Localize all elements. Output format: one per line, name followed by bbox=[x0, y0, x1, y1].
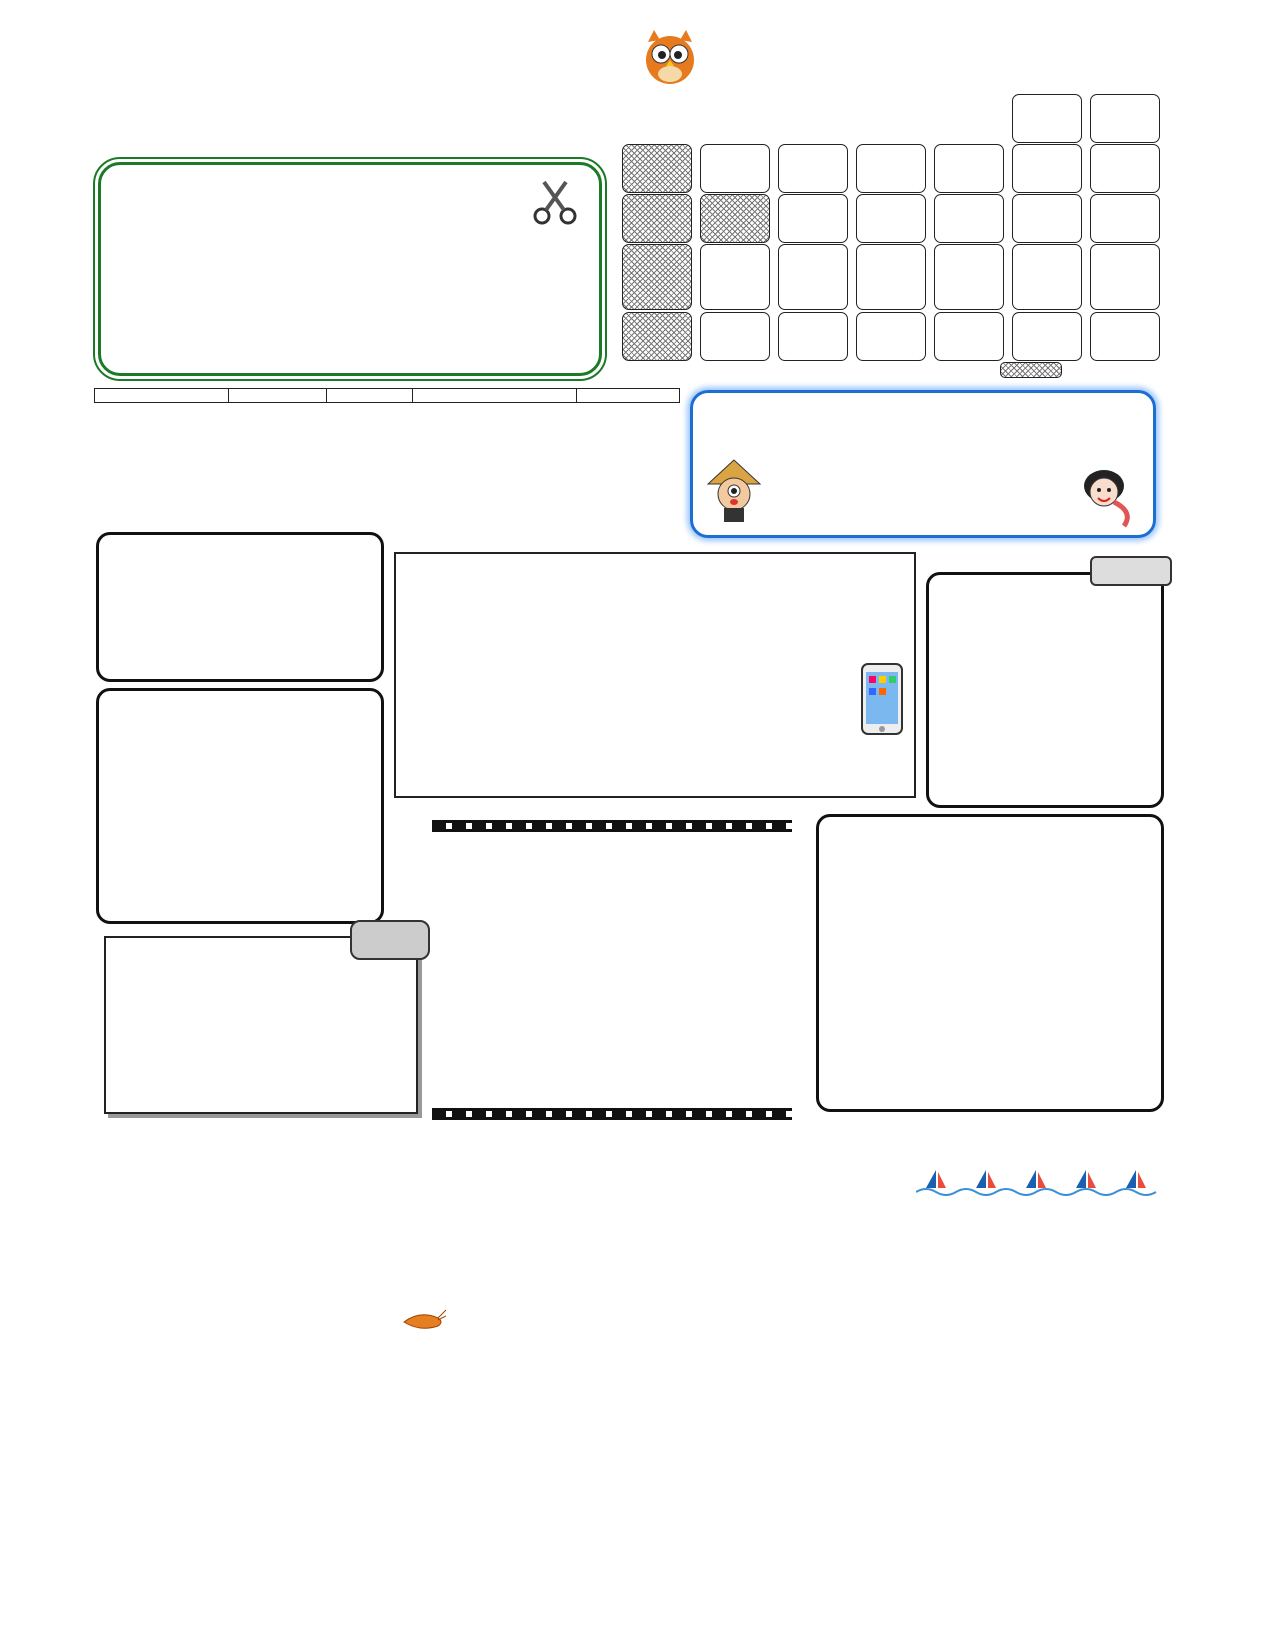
kids-movie-box bbox=[816, 814, 1164, 1112]
col-header bbox=[413, 389, 577, 403]
calendar-day bbox=[700, 194, 770, 243]
calendar-day bbox=[622, 312, 692, 361]
calendar-day bbox=[934, 144, 1004, 193]
natsuyasumi-ohanashi-box bbox=[98, 162, 602, 376]
calendar-day bbox=[1012, 194, 1082, 243]
calendar-day bbox=[1012, 312, 1082, 361]
film-strip-top bbox=[432, 820, 792, 832]
smartphone-icon bbox=[860, 662, 904, 736]
calendar-day bbox=[856, 144, 926, 193]
scissors-icon bbox=[530, 178, 580, 228]
calendar-day bbox=[856, 312, 926, 361]
col-header bbox=[95, 389, 229, 403]
calendar-day bbox=[1090, 244, 1160, 310]
calendar-day bbox=[934, 312, 1004, 361]
stamp-rally-box bbox=[104, 936, 418, 1114]
calendar-day bbox=[856, 194, 926, 243]
closed-day-legend-swatch bbox=[1000, 362, 1062, 378]
calendar-day bbox=[700, 244, 770, 310]
stamp-rally-badge bbox=[350, 920, 430, 960]
calendar-day bbox=[622, 244, 692, 310]
col-header bbox=[229, 389, 327, 403]
calendar-day bbox=[1012, 144, 1082, 193]
qr-code-x-icon[interactable] bbox=[1000, 1580, 1042, 1622]
calendar-day bbox=[1012, 244, 1082, 310]
denshi-box bbox=[394, 552, 916, 798]
calendar-day bbox=[778, 312, 848, 361]
calendar-day bbox=[778, 244, 848, 310]
calendar-day bbox=[1090, 94, 1160, 143]
owl-mascot-icon bbox=[642, 28, 698, 86]
calendar-day bbox=[856, 244, 926, 310]
calendar-day bbox=[778, 144, 848, 193]
calendar-day bbox=[934, 194, 1004, 243]
calendar-day bbox=[1090, 312, 1160, 361]
shrimp-icon bbox=[400, 1308, 446, 1334]
col-header bbox=[577, 389, 680, 403]
calendar-day bbox=[1090, 144, 1160, 193]
calendar-day bbox=[1012, 94, 1082, 143]
honkan-ohanashi-table bbox=[94, 388, 680, 403]
hitotsume-kozo-icon bbox=[704, 458, 764, 524]
sazanami-box bbox=[96, 688, 384, 924]
calendar-day bbox=[622, 194, 692, 243]
qr-code-homepage-icon[interactable] bbox=[1130, 1580, 1172, 1622]
calendar-day bbox=[700, 144, 770, 193]
calendar-day bbox=[1090, 194, 1160, 243]
film-strip-bottom bbox=[432, 1108, 792, 1120]
nakamachi-box bbox=[96, 532, 384, 682]
sailboats-decoration-icon bbox=[916, 1166, 1166, 1196]
calendar-day bbox=[700, 312, 770, 361]
rokurokubi-icon bbox=[1074, 462, 1144, 532]
calendar-day bbox=[622, 144, 692, 193]
calendar-day bbox=[934, 244, 1004, 310]
calendar-day bbox=[778, 194, 848, 243]
col-header bbox=[327, 389, 413, 403]
zine-box bbox=[926, 572, 1164, 808]
sunflower-icon bbox=[912, 1292, 1180, 1536]
zine-badge bbox=[1090, 556, 1172, 586]
